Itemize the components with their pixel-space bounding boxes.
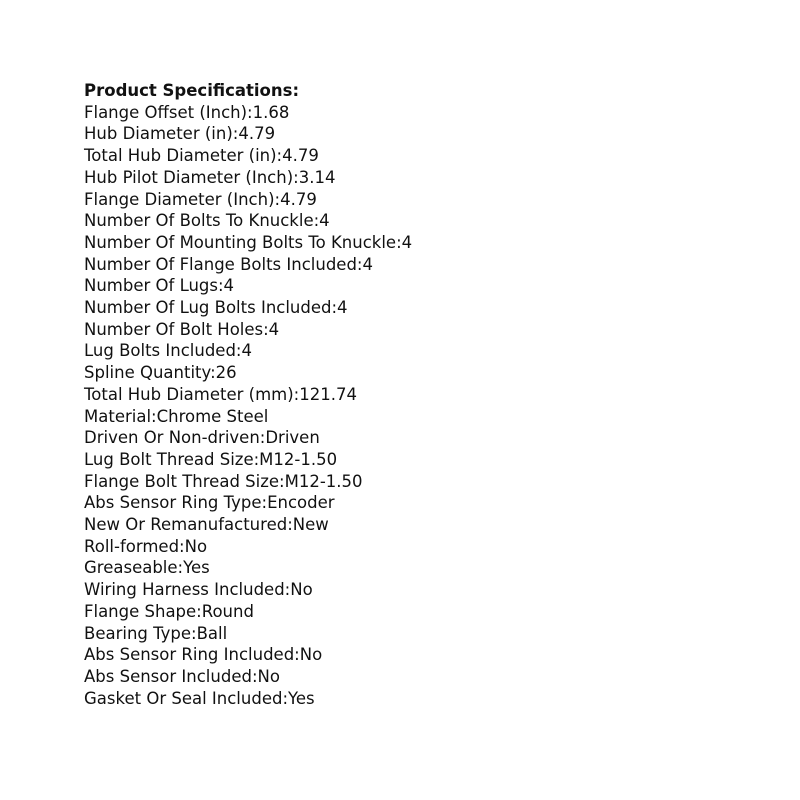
spec-new-or-remanufactured: New Or Remanufactured:New — [84, 515, 329, 535]
spec-bolt-holes: Number Of Bolt Holes:4 — [84, 319, 280, 339]
spec-roll-formed: Roll-formed:No — [84, 536, 208, 556]
spec-flange-shape: Flange Shape:Round — [84, 601, 254, 621]
spec-total-hub-diameter-in: Total Hub Diameter (in):4.79 — [84, 146, 319, 166]
spec-bolts-to-knuckle: Number Of Bolts To Knuckle:4 — [84, 211, 330, 231]
spec-lug-bolts-included: Lug Bolts Included:4 — [84, 341, 252, 361]
spec-gasket-or-seal-included: Gasket Or Seal Included:Yes — [84, 688, 315, 708]
product-specifications — [84, 80, 412, 709]
specifications-title: Product Specifications: — [84, 81, 300, 100]
spec-number-of-lugs: Number Of Lugs:4 — [84, 276, 235, 296]
spec-bearing-type: Bearing Type:Ball — [84, 623, 228, 643]
spec-flange-offset: Flange Offset (Inch):1.68 — [84, 102, 290, 122]
spec-flange-bolt-thread-size: Flange Bolt Thread Size:M12-1.50 — [84, 471, 363, 491]
spec-flange-diameter: Flange Diameter (Inch):4.79 — [84, 189, 317, 209]
spec-total-hub-diameter-mm: Total Hub Diameter (mm):121.74 — [84, 384, 357, 404]
spec-lug-bolt-thread-size: Lug Bolt Thread Size:M12-1.50 — [84, 449, 338, 469]
spec-mounting-bolts-to-knuckle: Number Of Mounting Bolts To Knuckle:4 — [84, 232, 413, 252]
spec-abs-sensor-ring-included: Abs Sensor Ring Included:No — [84, 645, 323, 665]
spec-lug-bolts-included-count: Number Of Lug Bolts Included:4 — [84, 298, 348, 318]
spec-abs-sensor-included: Abs Sensor Included:No — [84, 666, 280, 686]
spec-flange-bolts-included: Number Of Flange Bolts Included:4 — [84, 254, 373, 274]
spec-abs-sensor-ring-type: Abs Sensor Ring Type:Encoder — [84, 493, 335, 513]
spec-hub-pilot-diameter: Hub Pilot Diameter (Inch):3.14 — [84, 167, 336, 187]
spec-hub-diameter: Hub Diameter (in):4.79 — [84, 124, 276, 144]
spec-greaseable: Greaseable:Yes — [84, 558, 210, 578]
spec-spline-quantity: Spline Quantity:26 — [84, 363, 237, 383]
spec-material: Material:Chrome Steel — [84, 406, 269, 426]
spec-driven: Driven Or Non-driven:Driven — [84, 428, 320, 448]
spec-wiring-harness-included: Wiring Harness Included:No — [84, 580, 313, 600]
